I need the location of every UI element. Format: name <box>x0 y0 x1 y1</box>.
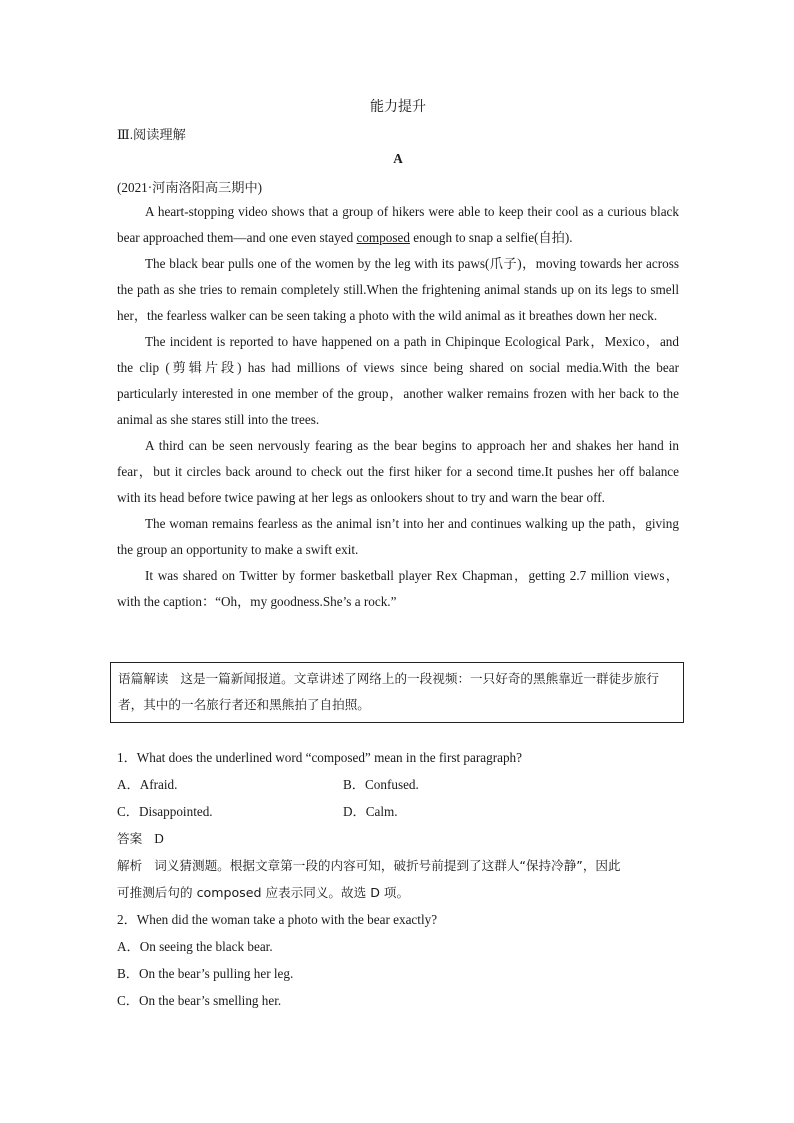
analysis-label: 解析 <box>117 858 143 873</box>
question-1-option-c: C．Disappointed. <box>117 804 213 819</box>
question-1-option-b: B．Confused. <box>343 777 419 792</box>
paragraph-4: A third can be seen nervously fearing as the bear begins to approach her and shakes her hand in fear，but it circles back around to check out the first hiker for a second time.It pushes her off balance with its head before twice pawing at her legs as onlookers shout to try and warn the bear off. <box>117 438 679 505</box>
page-title: 能力提升 <box>370 100 426 115</box>
answer-value: D <box>154 831 164 846</box>
underlined-word: composed <box>356 230 410 245</box>
question-2-stem: 2．When did the woman take a photo with the bear exactly? <box>117 912 438 927</box>
paragraph-2: The black bear pulls one of the women by the leg with its paws(爪子)，moving towards her across the path as she tries to remain completely still.When the frightening animal stands up on its legs to smell her，the fearless walker can be seen taking a photo with the wild animal as it breathes down her neck. <box>117 256 679 323</box>
paragraph-5: The woman remains fearless as the animal isn’t into her and continues walking up the path，giving the group an opportunity to make a swift exit. <box>117 516 679 557</box>
section-heading: Ⅲ.阅读理解 <box>117 127 186 142</box>
question-1-analysis-line-1 <box>117 852 679 879</box>
question-1-analysis-line-2: 可推测后句的 composed 应表示同义。故选 D 项。 <box>117 885 410 900</box>
reading-passage <box>117 199 679 615</box>
question-list <box>117 744 679 1014</box>
question-1-stem: 1．What does the underlined word “composed” mean in the first paragraph? <box>117 750 523 765</box>
question-2-option-b: B．On the bear’s pulling her leg. <box>117 966 294 981</box>
summary-text: 这是一篇新闻报道。文章讲述了网络上的一段视频：一只好奇的黑熊靠近一群徒步旅行者，其中的一名旅行者还和黑熊拍了自拍照。 <box>118 671 659 712</box>
question-1-options-row-2 <box>117 798 679 825</box>
answer-label: 答案 <box>117 831 143 846</box>
summary-box <box>110 662 684 723</box>
source-note: (2021·河南洛阳高三期中) <box>117 180 263 195</box>
paragraph-1-text-a: A heart-stopping video shows that a group of hikers were able to keep their cool as a curious black bear approached them—and one even stayed <box>117 204 679 245</box>
summary-label: 语篇解读 <box>118 671 169 686</box>
question-1-option-d: D．Calm. <box>343 804 398 819</box>
question-1-answer <box>117 825 679 852</box>
question-2-option-a: A．On seeing the black bear. <box>117 939 273 954</box>
paragraph-1-text-b: enough to snap a selfie(自拍). <box>409 230 573 245</box>
question-1-options-row-1 <box>117 771 679 798</box>
question-1-option-a: A．Afraid. <box>117 777 178 792</box>
paragraph-3: The incident is reported to have happened on a path in Chipinque Ecological Park，Mexico，and the clip (剪辑片段) has had millions of views since being shared on social media.With the bear particularly interested in one member of the group，another walker remains frozen with her back to the animal as she stares still into the trees. <box>117 334 679 427</box>
paragraph-1 <box>117 199 679 251</box>
question-2-option-c: C．On the bear’s smelling her. <box>117 993 282 1008</box>
part-label: A <box>393 151 403 166</box>
analysis-text-1: 词义猜测题。根据文章第一段的内容可知，破折号前提到了这群人“保持冷静”，因此 <box>154 858 621 873</box>
paragraph-6: It was shared on Twitter by former basketball player Rex Chapman，getting 2.7 million views，with the caption：“Oh，my goodness.She’s a rock.” <box>117 568 679 609</box>
